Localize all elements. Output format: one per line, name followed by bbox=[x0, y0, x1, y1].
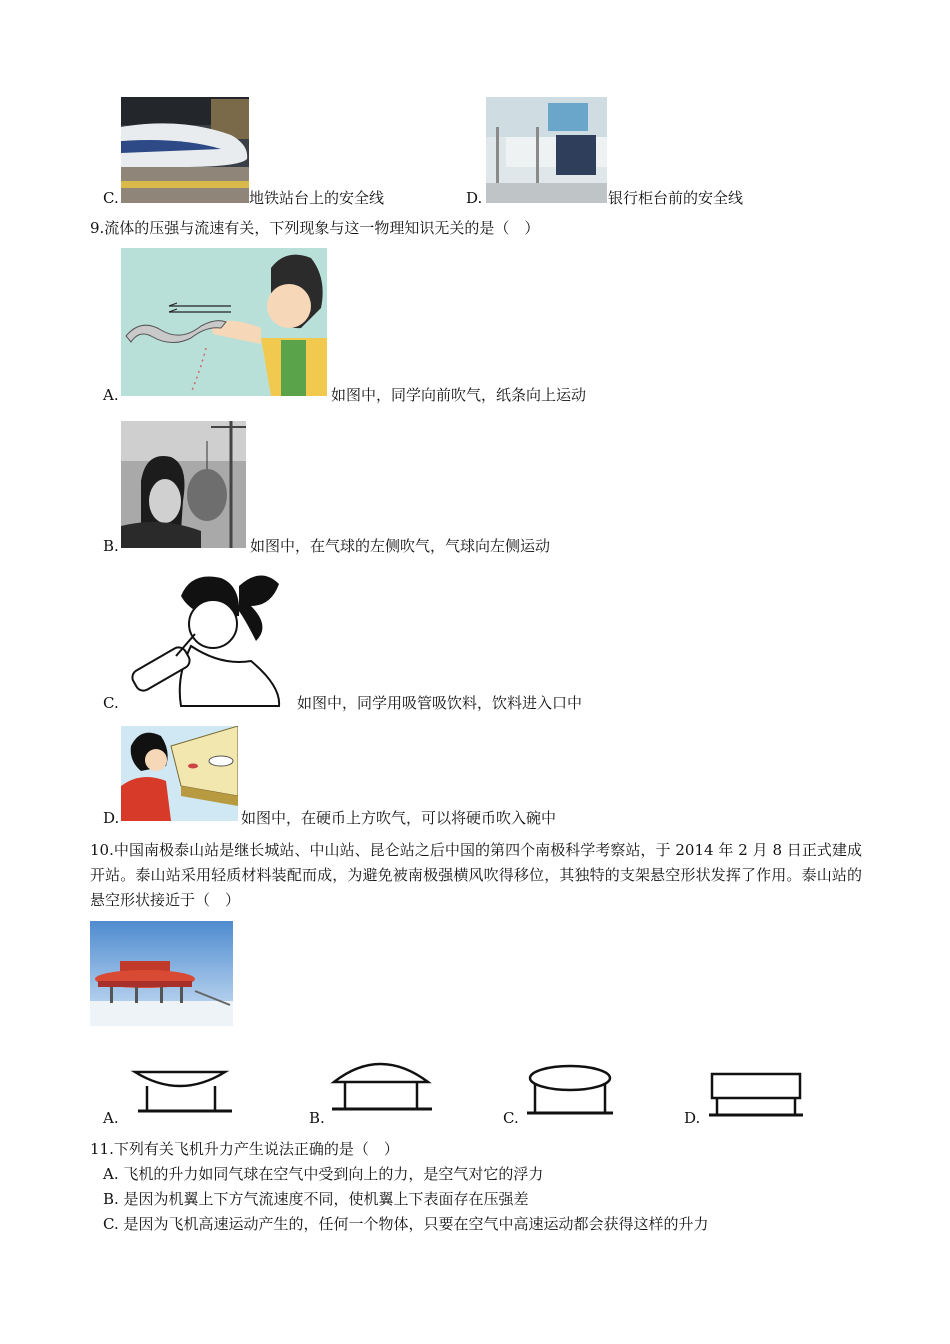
coin-blowing-illustration bbox=[121, 726, 238, 821]
bank-counter-photo bbox=[486, 97, 607, 203]
shape-option-a bbox=[130, 1064, 235, 1116]
question-11-option-c: C. 是因为飞机高速运动产生的，任何一个物体，只要在空气中高速运动都会获得这样的升力 bbox=[103, 1215, 709, 1233]
option-c-letter-q9: C. bbox=[103, 694, 119, 712]
question-11-option-b: B. 是因为机翼上下方气流速度不同，使机翼上下表面存在压强差 bbox=[103, 1190, 529, 1208]
option-d-text: 银行柜台前的安全线 bbox=[608, 189, 744, 207]
question-11-stem: 11.下列有关飞机升力产生说法正确的是（ ） bbox=[90, 1140, 399, 1158]
shape-option-b bbox=[330, 1054, 434, 1114]
shape-option-c-letter: C. bbox=[503, 1109, 519, 1127]
question-10-stem: 10.中国南极泰山站是继长城站、中山站、昆仑站之后中国的第四个南极科学考察站，于 2014 年 2 月 8 日正式建成开站。泰山站采用轻质材料装配而成，为避免被南极强横风吹得移位，其独特的支架悬空形状发挥了作用。泰山站的悬空形状接近于（ ） bbox=[90, 841, 862, 909]
option-c-letter: C. bbox=[103, 189, 119, 207]
shape-option-c bbox=[525, 1062, 615, 1118]
option-c-text-q9: 如图中，同学用吸管吸饮料，饮料进入口中 bbox=[297, 694, 583, 712]
shape-option-d bbox=[707, 1068, 805, 1120]
straw-drinking-illustration bbox=[121, 566, 286, 708]
option-d-text-q9: 如图中，在硬币上方吹气，可以将硬币吹入碗中 bbox=[241, 809, 557, 827]
shape-option-d-letter: D. bbox=[684, 1109, 701, 1127]
option-b-letter: B. bbox=[103, 537, 119, 555]
option-d-letter-q9: D. bbox=[103, 809, 120, 827]
balloon-photo bbox=[121, 421, 246, 548]
shape-option-a-letter: A. bbox=[103, 1109, 119, 1127]
subway-platform-photo bbox=[121, 97, 249, 203]
option-b-text: 如图中，在气球的左侧吹气，气球向左侧运动 bbox=[250, 537, 551, 555]
shape-option-b-letter: B. bbox=[309, 1109, 325, 1127]
blowing-paper-strip-illustration bbox=[121, 248, 327, 396]
question-11-option-a: A. 飞机的升力如同气球在空气中受到向上的力，是空气对它的浮力 bbox=[103, 1165, 544, 1183]
option-c-text: 地铁站台上的安全线 bbox=[249, 189, 385, 207]
option-d-letter: D. bbox=[466, 189, 483, 207]
option-a-letter: A. bbox=[103, 386, 119, 404]
taishan-station-photo bbox=[90, 921, 233, 1026]
question-9-stem: 9.流体的压强与流速有关，下列现象与这一物理知识无关的是（ ） bbox=[90, 219, 540, 237]
option-a-text: 如图中，同学向前吹气，纸条向上运动 bbox=[331, 386, 587, 404]
